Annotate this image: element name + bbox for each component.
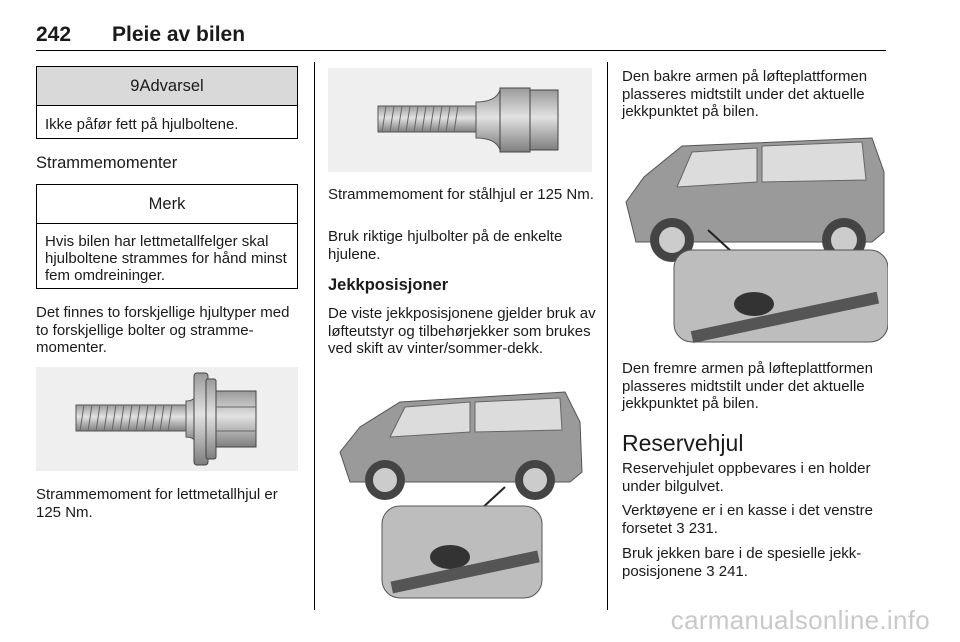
warning-text: Ikke påfør fett på hjulboltene.: [45, 116, 239, 133]
van-icon: [330, 382, 592, 600]
jack-usage-paragraph: [622, 545, 888, 580]
page-number: 242: [36, 23, 72, 46]
steel-torque-caption: Strammemoment for stålhjul er 125 Nm.: [328, 186, 594, 203]
steel-wheel-bolt-illustration: [328, 68, 592, 172]
wheel-bolt-icon: [36, 367, 298, 471]
tools-text: Verktøyene er i en kasse i det venstre forsetet: [622, 502, 873, 537]
wheel-bolt-icon: [328, 68, 592, 172]
wheel-types-paragraph: Det finnes to forskjellige hjultyper med to forskjellige bolter og stramme-momenter.: [36, 304, 290, 356]
note-text: Hvis bilen har lettmetallfelger skal hjulboltene strammes for hånd minst fem omdreininger.: [45, 233, 287, 284]
jack-usage-text: Bruk jekken bare i de spesielle jekk-posisjonene: [622, 545, 862, 580]
van-front-jack-illustration: [622, 132, 888, 344]
header-divider: [36, 50, 886, 51]
watermark: carmanualsonline.info: [670, 605, 930, 635]
column-divider-1: [314, 62, 315, 610]
correct-bolts-paragraph: Bruk riktige hjulbolter på de enkelte hjulene.: [328, 228, 563, 263]
tools-page-ref[interactable]: 231.: [688, 519, 718, 537]
alloy-torque-caption: Strammemoment for lettmetallhjul er 125 Nm.: [36, 486, 278, 521]
note-box: [36, 184, 298, 289]
front-arm-paragraph: Den fremre armen på løfteplattformen plasseres midtstilt under det aktuelle jekkpunktet på bilen.: [622, 360, 873, 412]
section-heading-jekkposisjoner: Jekkposisjoner: [328, 276, 449, 294]
jack-positions-paragraph: De viste jekkposisjonene gjelder bruk av løfteutstyr og tilbehørjekker som brukes ved skift av vinter/sommer-dekk.: [328, 305, 596, 357]
warning-box: [36, 66, 298, 139]
van-icon: [622, 132, 888, 344]
warning-box-header: [37, 67, 297, 106]
note-box-title: Merk: [37, 185, 297, 224]
warning-title: Advarsel: [139, 77, 204, 95]
page-ref-icon: 3: [706, 562, 715, 580]
van-rear-jack-illustration: [330, 382, 592, 600]
column-divider-2: [607, 62, 608, 610]
jack-usage-page-ref[interactable]: 241.: [718, 562, 748, 580]
tools-paragraph: [622, 502, 888, 537]
rear-arm-paragraph: Den bakre armen på løfteplattformen plasseres midtstilt under det aktuelle jekkpunktet på bilen.: [622, 68, 868, 120]
warning-icon: 9: [130, 77, 140, 95]
page-title: Pleie av bilen: [112, 23, 246, 46]
section-heading-strammemomenter: Strammemomenter: [36, 154, 178, 172]
spare-wheel-paragraph: Reservehjulet oppbevares i en holder under bilgulvet.: [622, 460, 871, 495]
alloy-wheel-bolt-illustration: [36, 367, 298, 471]
page-ref-icon: 3: [676, 519, 685, 537]
section-heading-reservehjul: Reservehjul: [622, 430, 744, 456]
